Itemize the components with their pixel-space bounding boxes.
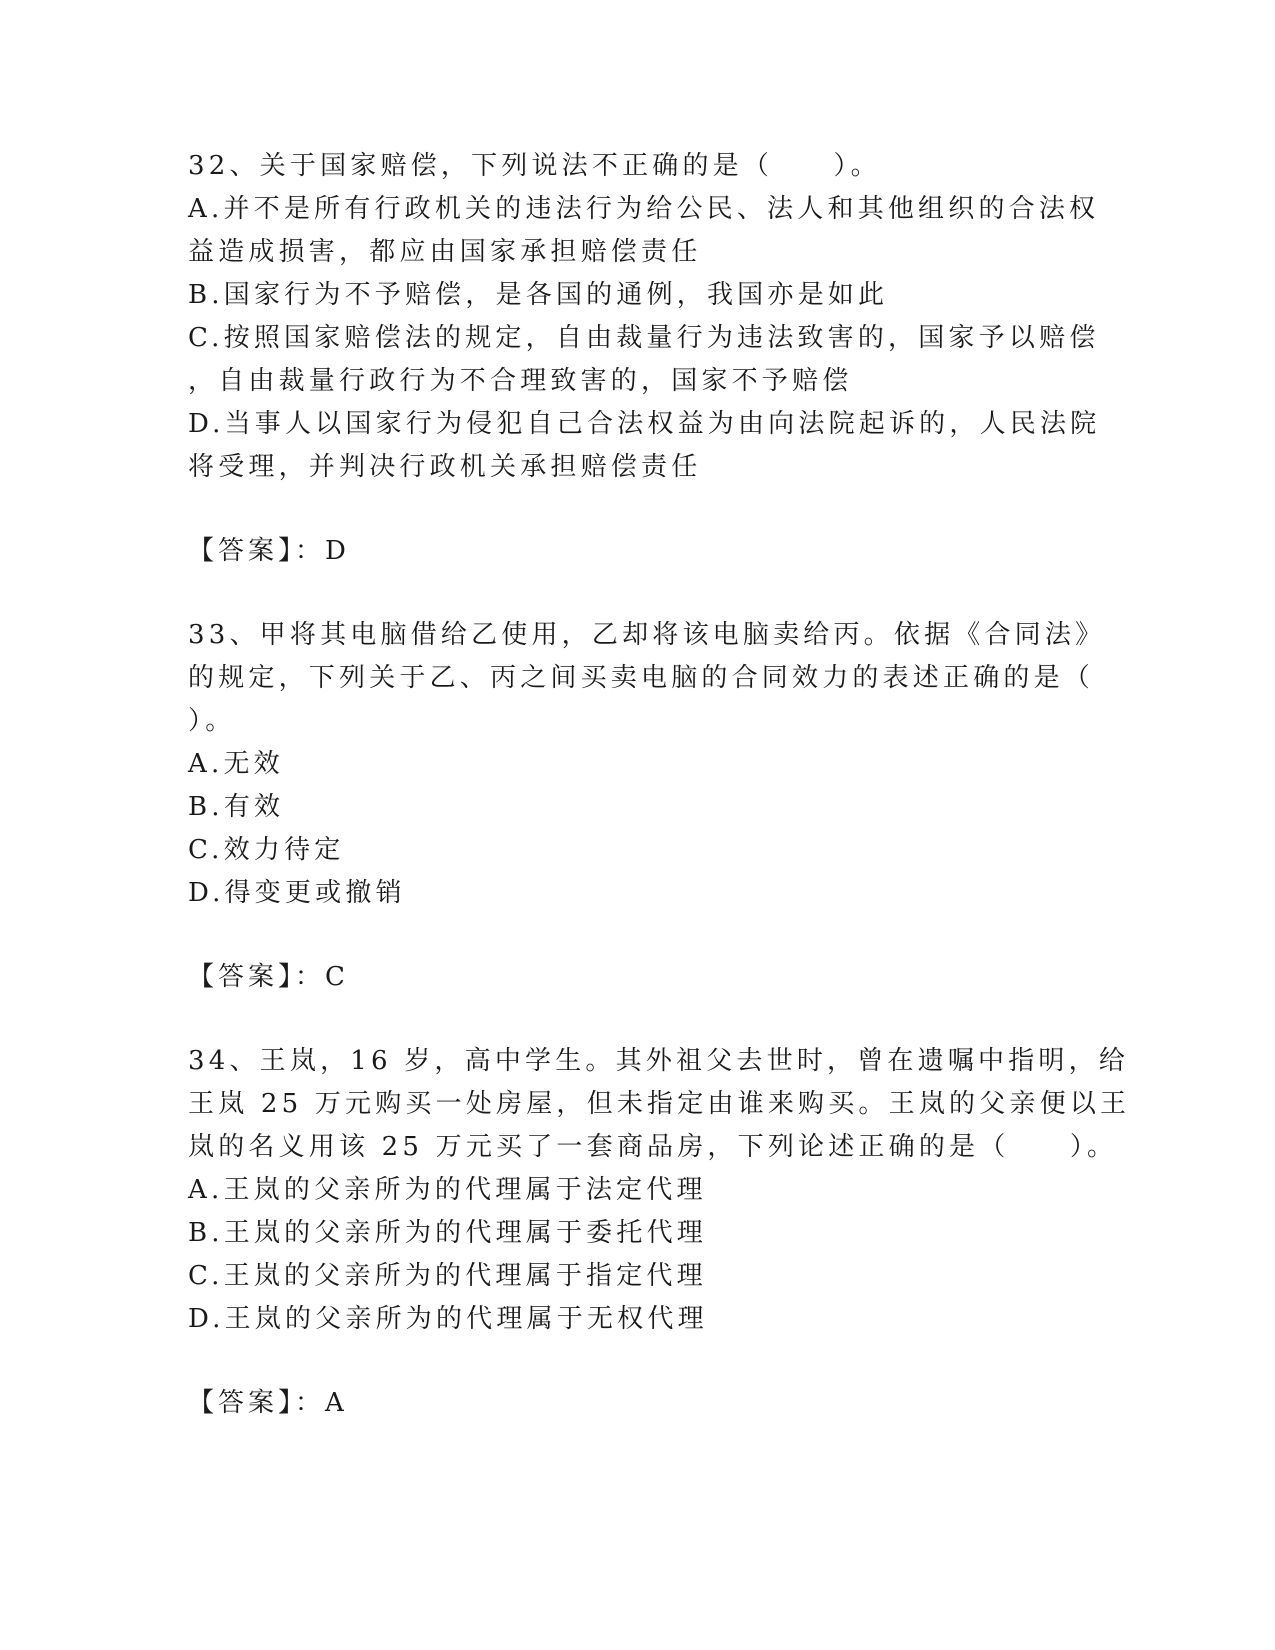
question-34-option-a: A.王岚的父亲所为的代理属于法定代理	[188, 1175, 707, 1205]
question-34	[188, 1040, 1131, 1425]
question-33-answer: 【答案】：C	[188, 962, 349, 992]
question-34-stem-line-3: 岚的名义用该 25 万元买了一套商品房，下列论述正确的是（ ）。	[188, 1132, 1118, 1162]
question-32	[188, 145, 1101, 614]
question-34-answer: 【答案】：A	[188, 1388, 348, 1418]
question-33-option-a: A.无效	[188, 749, 284, 779]
question-33-stem-line-1: 33、甲将其电脑借给乙使用，乙却将该电脑卖给丙。依据《合同法》	[188, 620, 1106, 650]
question-33-stem-line-2: 的规定，下列关于乙、丙之间买卖电脑的合同效力的表述正确的是（	[188, 663, 1095, 693]
document-page	[188, 145, 1131, 1425]
question-32-stem: 32、关于国家赔偿，下列说法不正确的是（ ）。	[188, 151, 881, 181]
question-32-option-c-line-2: ，自由裁量行政行为不合理致害的，国家不予赔偿	[188, 366, 853, 396]
question-32-answer: 【答案】：D	[188, 536, 350, 566]
question-33-option-b: B.有效	[188, 792, 285, 822]
question-34-stem-line-2: 王岚 25 万元购买一处房屋，但未指定由谁来购买。王岚的父亲便以王	[188, 1089, 1131, 1119]
question-34-option-c: C.王岚的父亲所为的代理属于指定代理	[188, 1261, 707, 1291]
question-34-option-d: D.王岚的父亲所为的代理属于无权代理	[188, 1304, 708, 1334]
question-33-option-d: D.得变更或撤销	[188, 878, 406, 908]
question-34-option-b: B.王岚的父亲所为的代理属于委托代理	[188, 1218, 707, 1248]
question-33	[188, 614, 1106, 1040]
question-34-stem-line-1: 34、王岚，16 岁，高中学生。其外祖父去世时，曾在遗嘱中指明，给	[188, 1046, 1130, 1076]
question-32-option-b: B.国家行为不予赔偿，是各国的通例，我国亦是如此	[188, 280, 889, 310]
question-32-option-d-line-2: 将受理，并判决行政机关承担赔偿责任	[188, 452, 702, 482]
question-32-option-a-line-2: 益造成损害，都应由国家承担赔偿责任	[188, 237, 702, 267]
question-32-option-c-line-1: C.按照国家赔偿法的规定，自由裁量行为违法致害的，国家予以赔偿	[188, 323, 1100, 353]
question-32-option-a-line-1: A.并不是所有行政机关的违法行为给公民、法人和其他组织的合法权	[188, 194, 1100, 224]
question-33-stem-line-3: ）。	[188, 706, 236, 736]
question-33-option-c: C.效力待定	[188, 835, 345, 865]
question-32-option-d-line-1: D.当事人以国家行为侵犯自己合法权益为由向法院起诉的，人民法院	[188, 409, 1101, 439]
